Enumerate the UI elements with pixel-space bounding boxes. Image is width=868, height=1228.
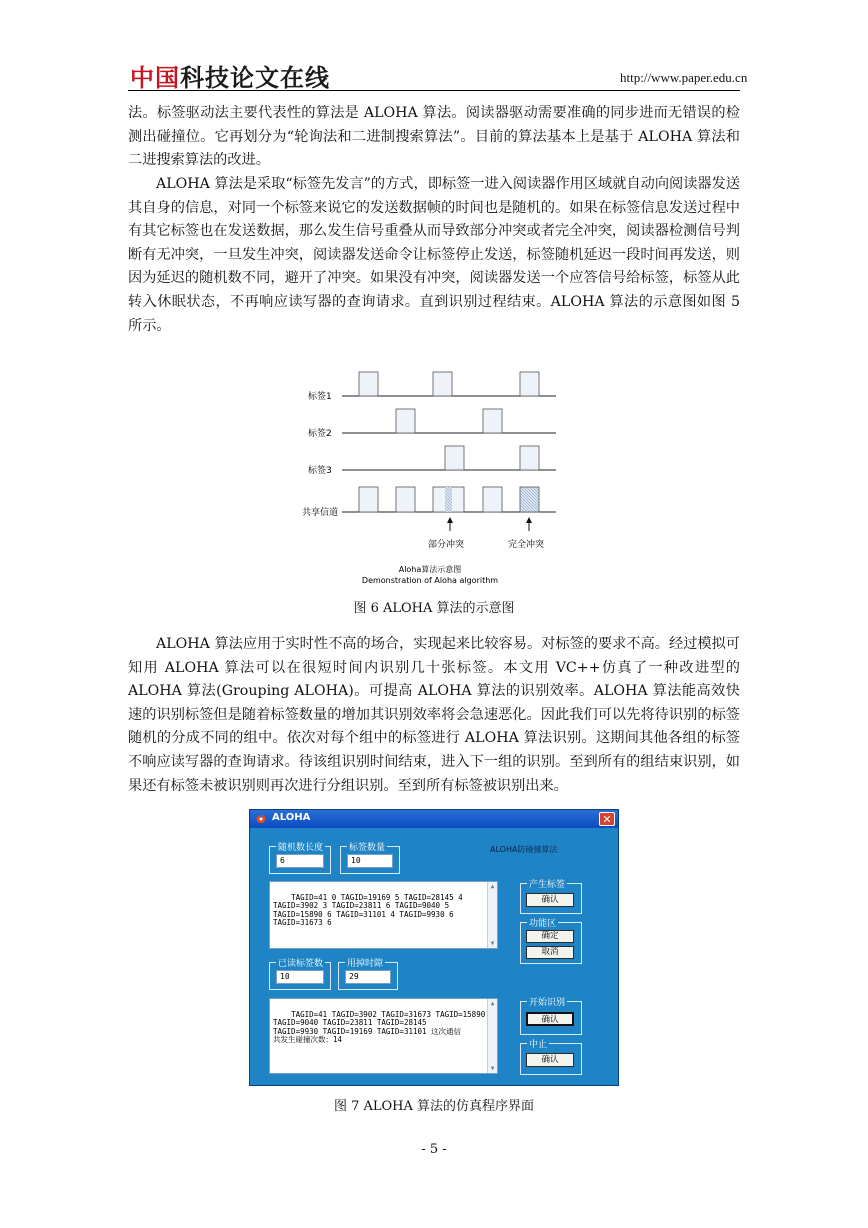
result-scrollbar[interactable] bbox=[487, 999, 497, 1073]
scroll-down-icon[interactable]: ▼ bbox=[490, 940, 495, 947]
partial-collision-label: 部分冲突 bbox=[428, 540, 465, 550]
function-label: 功能区 bbox=[527, 916, 558, 929]
tag3-frame bbox=[520, 446, 539, 470]
row-label-tag2: 标签2 bbox=[308, 429, 332, 439]
result-textarea[interactable] bbox=[269, 998, 498, 1074]
read-count-label: 已读标签数 bbox=[276, 956, 325, 969]
scroll-up-icon[interactable]: ▲ bbox=[490, 883, 495, 890]
app-icon bbox=[255, 813, 267, 824]
diagram-title-cn: Aloha算法示意图 bbox=[398, 565, 462, 574]
aloha-dialog-window bbox=[249, 809, 619, 1086]
full-collision-label: 完全冲突 bbox=[508, 540, 545, 550]
stop-label: 中止 bbox=[527, 1037, 549, 1050]
close-button[interactable]: ✕ bbox=[599, 812, 615, 826]
figure6-caption: 图 6 ALOHA 算法的示意图 bbox=[353, 601, 515, 616]
generate-tags-label: 产生标签 bbox=[527, 877, 567, 890]
cancel-button[interactable]: 取消 bbox=[526, 946, 574, 959]
channel-frame bbox=[359, 487, 378, 512]
tag2-frame bbox=[396, 409, 415, 433]
algorithm-label: ALOHA防碰撞算法 bbox=[490, 845, 558, 854]
tag-count-group bbox=[340, 843, 400, 874]
tag1-frame bbox=[433, 372, 452, 396]
scroll-up-icon[interactable]: ▲ bbox=[490, 1000, 495, 1007]
dialog-title: ALOHA bbox=[272, 812, 311, 823]
tag1-frame bbox=[520, 372, 539, 396]
tag-list-text: TAGID=41 0 TAGID=19169 5 TAGID=28145 4 TAGID=3902 3 TAGID=23811 6 TAGID=9040 5 TAGID=15890 6 TAGID=31101 4 TAGID=9930 6 TAGID=31673 6 bbox=[273, 892, 463, 927]
tag1-frame bbox=[359, 372, 378, 396]
stop-group bbox=[520, 1040, 582, 1075]
logo-red-text: 中国 bbox=[130, 64, 180, 92]
generate-tags-group bbox=[520, 880, 582, 914]
read-count-field[interactable]: 10 bbox=[276, 970, 324, 984]
paragraph-3: ALOHA 算法应用于实时性不高的场合，实现起来比较容易。对标签的要求不高。经过模拟可知用 ALOHA 算法可以在很短时间内识别几十张标签。本文用 VC++仿真了一种改进型的 ALOHA 算法(Grouping ALOHA)。可提高 ALOHA 算法的识别效率。ALOHA 算法能高效快速的识别标签但是随着标签数量的增加其识别效率将会急速恶化。因此我们可以先将待识别的标签随机的分成不同的组中。依次对每个组中的标签进行 ALOHA 算法识别。这期间其他各组的标签不响应读写器的查询请求。待该组识别时间结束，进入下一组的识别。至到所有的组结束识别，如果还有标签未被识别则再次进行分组识别。至到所有标签被识别出来。 bbox=[128, 636, 740, 794]
channel-frame bbox=[483, 487, 502, 512]
function-group bbox=[520, 919, 582, 964]
tag-list-scrollbar[interactable] bbox=[487, 882, 497, 948]
generate-confirm-button[interactable]: 确认 bbox=[526, 893, 574, 907]
read-count-group bbox=[269, 959, 331, 990]
start-confirm-button[interactable]: 确认 bbox=[526, 1012, 574, 1026]
diagram-title-en: Demonstration of Aloha algorithm bbox=[361, 576, 499, 585]
random-length-label: 随机数长度 bbox=[276, 840, 325, 853]
header-url[interactable]: http://www.paper.edu.cn bbox=[620, 70, 748, 85]
random-length-input[interactable]: 6 bbox=[276, 854, 324, 868]
partial-collision-arrowhead bbox=[447, 517, 453, 523]
time-used-group bbox=[338, 959, 398, 990]
partial-collision-overlap bbox=[445, 487, 452, 512]
paragraph-2: ALOHA 算法是采取“标签先发言”的方式，即标签一进入阅读器作用区域就自动向阅读器发送其自身的信息，对同一个标签来说它的发送数据帧的时间也是随机的。如果在标签信息发送过程中有其它标签也在发送数据，那么发生信号重叠从而导致部分冲突或者完全冲突，阅读器检测信号判断有无冲突，一旦发生冲突，阅读器发送命令让标签停止发送，标签随机延迟一段时间再发送，则因为延迟的随机数不同，避开了冲突。如果没有冲突，阅读器发送一个应答信号给标签，标签从此转入休眠状态，不再响应读写器的查询请求。直到识别过程结束。ALOHA 算法的示意图如图 5 所示。 bbox=[128, 176, 740, 334]
tag2-frame bbox=[483, 409, 502, 433]
time-used-label: 用掉时隙 bbox=[345, 956, 385, 969]
random-length-group bbox=[269, 843, 331, 874]
channel-frame bbox=[396, 487, 415, 512]
tag3-frame bbox=[445, 446, 464, 470]
start-identify-group bbox=[520, 998, 582, 1035]
scroll-down-icon[interactable]: ▼ bbox=[490, 1065, 495, 1072]
dialog-titlebar bbox=[250, 810, 618, 828]
aloha-diagram bbox=[300, 366, 570, 596]
row-label-tag1: 标签1 bbox=[308, 392, 332, 402]
logo-black-text: 科技论文在线 bbox=[180, 64, 330, 92]
row-label-tag3: 标签3 bbox=[308, 466, 332, 476]
stop-confirm-button[interactable]: 确认 bbox=[526, 1053, 574, 1067]
page-number: - 5 - bbox=[421, 1142, 447, 1157]
start-identify-label: 开始识别 bbox=[527, 995, 567, 1008]
tag-list-textarea[interactable] bbox=[269, 881, 498, 949]
figure7-caption: 图 7 ALOHA 算法的仿真程序界面 bbox=[333, 1099, 535, 1114]
tag-count-label: 标签数量 bbox=[347, 840, 387, 853]
journal-logo bbox=[130, 58, 330, 93]
confirm-button[interactable]: 确定 bbox=[526, 930, 574, 943]
result-text: TAGID=41 TAGID=3902 TAGID=31673 TAGID=15890 TAGID=9040 TAGID=23811 TAGID=28145 TAGID=9930 TAGID=19169 TAGID=31101 这次通信 共发生碰撞次数：14 bbox=[273, 1009, 486, 1044]
paragraph-1: 法。标签驱动法主要代表性的算法是 ALOHA 算法。阅读器驱动需要准确的同步进而无错误的检测出碰撞位。它再划分为“轮询法和二进制搜索算法”。目前的算法基本上是基于 ALOHA 算法和二进搜索算法的改进。 bbox=[128, 105, 740, 169]
time-used-field[interactable]: 29 bbox=[345, 970, 391, 984]
header-rule bbox=[128, 90, 740, 91]
channel-frame-full-collision bbox=[520, 487, 539, 512]
row-label-channel: 共享信道 bbox=[302, 508, 339, 518]
full-collision-arrowhead bbox=[526, 517, 532, 523]
tag-count-input[interactable]: 10 bbox=[347, 854, 393, 868]
